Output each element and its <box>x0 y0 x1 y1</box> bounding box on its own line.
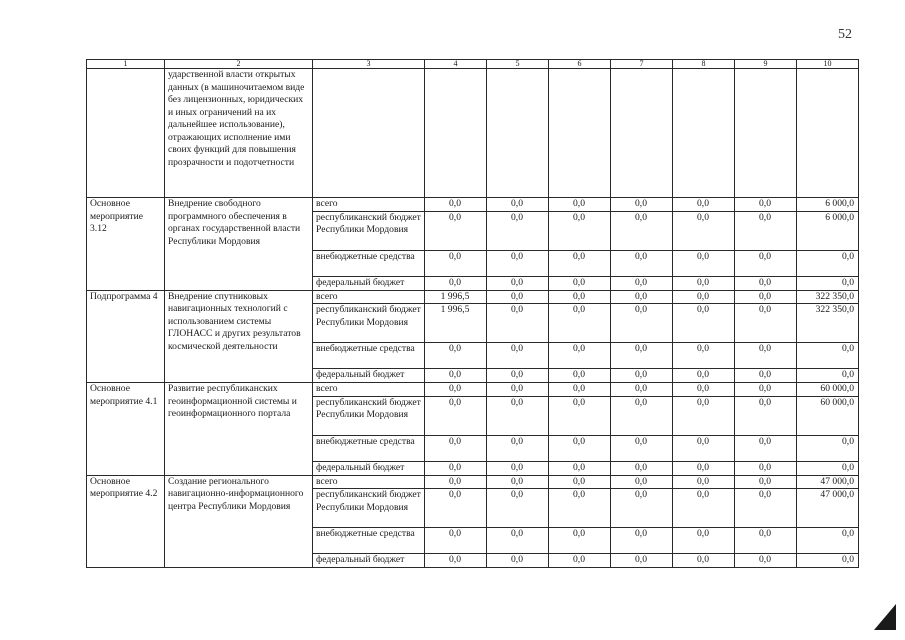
value-cell: 0,0 <box>735 369 797 383</box>
value-cell: 0,0 <box>549 343 611 369</box>
value-cell: 0,0 <box>611 290 673 304</box>
value-cell: 0,0 <box>487 528 549 554</box>
value-cell: 0,0 <box>487 276 549 290</box>
value-cell: 322 350,0 <box>797 304 859 343</box>
value-cell: 0,0 <box>425 554 487 568</box>
value-cell: 0,0 <box>425 198 487 212</box>
value-cell: 0,0 <box>735 396 797 435</box>
value-cell: 0,0 <box>549 475 611 489</box>
value-cell: 0,0 <box>797 250 859 276</box>
value-cell: 0,0 <box>735 250 797 276</box>
value-cell: 0,0 <box>487 475 549 489</box>
value-cell: 0,0 <box>735 383 797 397</box>
value-cell: 0,0 <box>673 383 735 397</box>
value-cell: 0,0 <box>549 250 611 276</box>
value-cell: 0,0 <box>549 489 611 528</box>
value-cell: 0,0 <box>549 369 611 383</box>
value-cell: 0,0 <box>487 343 549 369</box>
continuation-row <box>87 69 859 198</box>
activity-name: Внедрение спутниковых навигационных технологий с использованием системы ГЛОНАСС и других результатов космической деятельности <box>165 290 313 383</box>
value-cell: 0,0 <box>487 435 549 461</box>
value-cell: 0,0 <box>735 290 797 304</box>
header-cell: 5 <box>487 60 549 69</box>
value-cell: 0,0 <box>611 211 673 250</box>
table-row <box>87 383 859 397</box>
value-cell: 0,0 <box>735 343 797 369</box>
activity-code: Подпрограмма 4 <box>87 290 165 383</box>
value-cell: 0,0 <box>549 290 611 304</box>
value-cell: 0,0 <box>487 396 549 435</box>
header-cell: 1 <box>87 60 165 69</box>
value-cell: 0,0 <box>673 396 735 435</box>
value-cell: 0,0 <box>797 554 859 568</box>
header-cell: 3 <box>313 60 425 69</box>
value-cell: 0,0 <box>673 475 735 489</box>
empty-cell <box>735 69 797 198</box>
value-cell: 0,0 <box>611 475 673 489</box>
value-cell: 0,0 <box>487 554 549 568</box>
value-cell: 0,0 <box>735 211 797 250</box>
value-cell: 0,0 <box>673 461 735 475</box>
value-cell: 0,0 <box>549 276 611 290</box>
header-cell: 7 <box>611 60 673 69</box>
value-cell: 0,0 <box>549 211 611 250</box>
value-cell: 0,0 <box>673 198 735 212</box>
header-cell: 4 <box>425 60 487 69</box>
page-number: 52 <box>838 27 852 42</box>
value-cell: 6 000,0 <box>797 198 859 212</box>
value-cell: 1 996,5 <box>425 290 487 304</box>
funding-source: федеральный бюджет <box>313 369 425 383</box>
value-cell: 0,0 <box>425 489 487 528</box>
activity-code: Основное мероприятие 4.2 <box>87 475 165 568</box>
value-cell: 0,0 <box>487 198 549 212</box>
funding-source: всего <box>313 475 425 489</box>
value-cell: 0,0 <box>611 383 673 397</box>
value-cell: 0,0 <box>549 198 611 212</box>
value-cell: 0,0 <box>735 554 797 568</box>
funding-source: всего <box>313 383 425 397</box>
value-cell: 0,0 <box>549 383 611 397</box>
funding-source: республиканский бюджет Республики Мордовия <box>313 489 425 528</box>
value-cell: 0,0 <box>735 276 797 290</box>
value-cell: 0,0 <box>487 383 549 397</box>
value-cell: 0,0 <box>673 343 735 369</box>
value-cell: 0,0 <box>735 461 797 475</box>
empty-cell <box>673 69 735 198</box>
funding-source: республиканский бюджет Республики Мордовия <box>313 211 425 250</box>
value-cell: 0,0 <box>425 475 487 489</box>
header-cell: 2 <box>165 60 313 69</box>
value-cell: 47 000,0 <box>797 489 859 528</box>
activity-name: Создание регионального навигационно-информационного центра Республики Мордовия <box>165 475 313 568</box>
value-cell: 0,0 <box>425 461 487 475</box>
value-cell: 0,0 <box>611 461 673 475</box>
value-cell: 0,0 <box>611 396 673 435</box>
value-cell: 0,0 <box>735 489 797 528</box>
value-cell: 0,0 <box>735 475 797 489</box>
value-cell: 0,0 <box>673 304 735 343</box>
funding-source: внебюджетные средства <box>313 250 425 276</box>
value-cell: 0,0 <box>549 528 611 554</box>
empty-cell <box>611 69 673 198</box>
value-cell: 0,0 <box>487 304 549 343</box>
funding-source: внебюджетные средства <box>313 343 425 369</box>
value-cell: 0,0 <box>673 435 735 461</box>
value-cell: 0,0 <box>797 435 859 461</box>
value-cell: 0,0 <box>425 396 487 435</box>
value-cell: 0,0 <box>673 369 735 383</box>
value-cell: 0,0 <box>425 276 487 290</box>
value-cell: 0,0 <box>673 250 735 276</box>
funding-source: внебюджетные средства <box>313 528 425 554</box>
value-cell: 0,0 <box>735 198 797 212</box>
value-cell: 0,0 <box>611 250 673 276</box>
continuation-text: ударственной власти открытых данных (в машиночитаемом виде без лицензионных, юридических и иных ограничений на их дальнейшее использование), отражающих исполнение ими своих функций для повышения прозрачности и подотчетности <box>165 69 313 198</box>
funding-source: федеральный бюджет <box>313 276 425 290</box>
activity-code: Основное мероприятие 3.12 <box>87 198 165 291</box>
value-cell: 6 000,0 <box>797 211 859 250</box>
empty-cell <box>487 69 549 198</box>
empty-cell <box>797 69 859 198</box>
value-cell: 0,0 <box>611 489 673 528</box>
value-cell: 0,0 <box>549 435 611 461</box>
funding-source: всего <box>313 198 425 212</box>
table-row <box>87 290 859 304</box>
value-cell: 0,0 <box>487 461 549 475</box>
value-cell: 0,0 <box>425 435 487 461</box>
header-cell: 10 <box>797 60 859 69</box>
value-cell: 0,0 <box>425 369 487 383</box>
value-cell: 0,0 <box>425 250 487 276</box>
table-row <box>87 475 859 489</box>
value-cell: 0,0 <box>611 276 673 290</box>
budget-table <box>86 59 859 568</box>
continuation-code-cell <box>87 69 165 198</box>
value-cell: 0,0 <box>673 290 735 304</box>
funding-source: внебюджетные средства <box>313 435 425 461</box>
value-cell: 0,0 <box>425 383 487 397</box>
value-cell: 0,0 <box>611 304 673 343</box>
value-cell: 0,0 <box>797 369 859 383</box>
value-cell: 0,0 <box>673 489 735 528</box>
value-cell: 1 996,5 <box>425 304 487 343</box>
activity-code: Основное мероприятие 4.1 <box>87 383 165 476</box>
value-cell: 0,0 <box>673 276 735 290</box>
value-cell: 322 350,0 <box>797 290 859 304</box>
value-cell: 0,0 <box>549 554 611 568</box>
value-cell: 0,0 <box>611 198 673 212</box>
table-row <box>87 198 859 212</box>
value-cell: 0,0 <box>611 554 673 568</box>
value-cell: 60 000,0 <box>797 383 859 397</box>
value-cell: 0,0 <box>549 304 611 343</box>
activity-name: Внедрение свободного программного обеспечения в органах государственной власти Республики Мордовия <box>165 198 313 291</box>
value-cell: 0,0 <box>611 528 673 554</box>
corner-triangle-mark <box>874 604 896 630</box>
value-cell: 0,0 <box>797 461 859 475</box>
value-cell: 47 000,0 <box>797 475 859 489</box>
funding-source: всего <box>313 290 425 304</box>
value-cell: 0,0 <box>425 528 487 554</box>
funding-source: федеральный бюджет <box>313 554 425 568</box>
value-cell: 0,0 <box>797 528 859 554</box>
funding-source: федеральный бюджет <box>313 461 425 475</box>
activity-name: Развитие республиканских геоинформационной системы и геоинформационного портала <box>165 383 313 476</box>
empty-cell <box>313 69 425 198</box>
value-cell: 0,0 <box>425 211 487 250</box>
value-cell: 0,0 <box>673 554 735 568</box>
value-cell: 0,0 <box>611 369 673 383</box>
value-cell: 0,0 <box>549 396 611 435</box>
value-cell: 0,0 <box>487 489 549 528</box>
header-cell: 9 <box>735 60 797 69</box>
value-cell: 0,0 <box>611 343 673 369</box>
value-cell: 0,0 <box>797 276 859 290</box>
value-cell: 0,0 <box>735 528 797 554</box>
value-cell: 0,0 <box>735 304 797 343</box>
value-cell: 0,0 <box>673 211 735 250</box>
funding-source: республиканский бюджет Республики Мордовия <box>313 304 425 343</box>
value-cell: 0,0 <box>425 343 487 369</box>
value-cell: 0,0 <box>487 369 549 383</box>
empty-cell <box>549 69 611 198</box>
value-cell: 0,0 <box>797 343 859 369</box>
value-cell: 0,0 <box>673 528 735 554</box>
header-cell: 8 <box>673 60 735 69</box>
value-cell: 0,0 <box>487 290 549 304</box>
header-row <box>87 60 859 69</box>
funding-source: республиканский бюджет Республики Мордовия <box>313 396 425 435</box>
value-cell: 0,0 <box>549 461 611 475</box>
value-cell: 0,0 <box>487 211 549 250</box>
value-cell: 0,0 <box>611 435 673 461</box>
value-cell: 60 000,0 <box>797 396 859 435</box>
value-cell: 0,0 <box>487 250 549 276</box>
empty-cell <box>425 69 487 198</box>
value-cell: 0,0 <box>735 435 797 461</box>
header-cell: 6 <box>549 60 611 69</box>
